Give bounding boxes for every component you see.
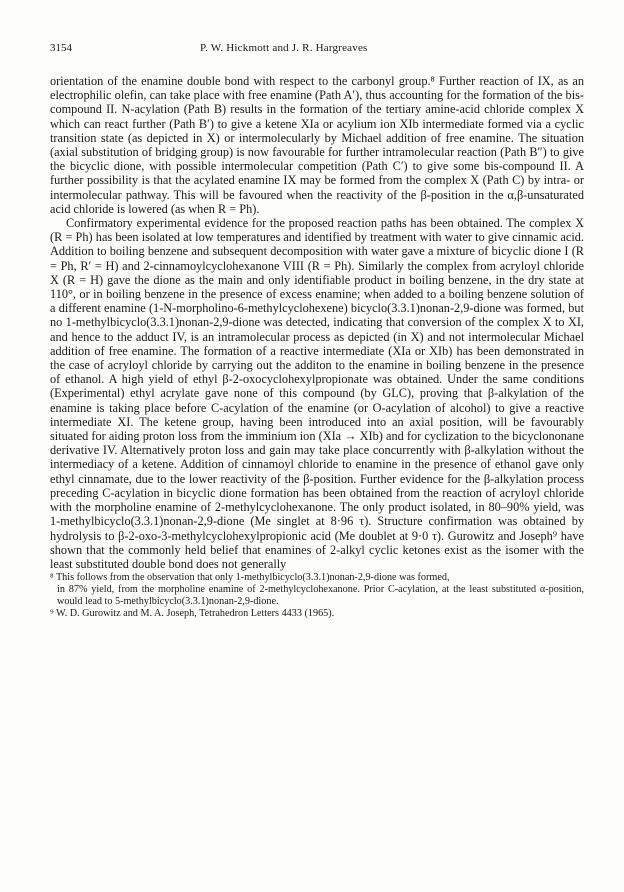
paragraph: orientation of the enamine double bond with respect to the carbonyl group.⁸ Further reaction of IX, as an electrophilic olefin, can take place with free enamine (Path A′), thus accounting for the formation of the bis-compound II. N-acylation (Path B) results in the formation of the tertiary amine-acid chloride complex X which can react further (Path B′) to give a ketene XIa or acylium ion XIb intermediate formed via a cyclic transition state (as depicted in X) or intermolecularly by Michael addition of free enamine. The situation (axial substitution of bridging group) is now favourable for further intramolecular reaction (Path B″) to give the bicyclic dione, with possible intermolecular competition (Path C′) to give some bis-compound II. A further possibility is that the acylated enamine IX may be formed from the complex X (Path C) by intra- or intermolecular pathway. This will be favoured when the reactivity of the β-position in the α,β-unsaturated acid chloride is lowered (as when R = Ph). — [50, 74, 584, 216]
footnote-marker: ⁸ — [50, 572, 54, 584]
footnote-text: This follows from the observation that only 1-methylbicyclo(3.3.1)nonan-2,9-dione was formed, — [55, 572, 450, 584]
paragraph: Confirmatory experimental evidence for the proposed reaction paths has been obtained. The complex X (R = Ph) has been isolated at low temperatures and identified by treatment with water to give cinnamic acid. Addition to boiling benzene and subsequent decomposition with water gave a mixture of bicyclic dione I (R = Ph, R′ = H) and 2-cinnamoylcyclohexanone VIII (R = Ph). Similarly the complex from acryloyl chloride X (R = H) gave the dione as the main and only identifiable product in boiling benzene, in the dry state at 110°, or in boiling benzene in the presence of excess enamine; when added to a boiling benzene solution of a different enamine (1-N-morpholino-6-methylcyclohexene) bicyclo(3.3.1)nonan-2,9-dione was formed, but no 1-methylbicyclo(3.3.1)nonan-2,9-dione was detected, indicating that conversion of the complex X to XI, and hence to the adduct IV, is an intramolecular process as depicted (in X) and not intermolecular Michael addition of free enamine. The formation of a reactive intermediate (XIa or XIb) has been demonstrated in the case of acryloyl chloride by carrying out the additon to the enamine in boiling benzene in the presence of ethanol. A high yield of ethyl β-2-oxocyclohexylpropionate was obtained. Under the same conditions (Experimental) ethyl acrylate gave none of this compound (by GLC), proving that β-alkylation of the enamine is taking place before C-acylation of the enamine (or O-acylation of alcohol) to give a reactive intermediate XI. The ketene group, having been introduced into an axial position, will be favourably situated for aiding proton loss from the imminium ion (XIa → XIb) and for cyclization to the bicyclononane derivative IV. Alternatively proton loss and gain may take place concurrently with β-alkylation without the intermediacy of a ketene. Addition of cinnamoyl chloride to enamine in the presence of ethanol gave only ethyl cinnamate, due to the lower reactivity of the β-position. Further evidence for the β-alkylation process preceding C-acylation in bicyclic dione formation has been obtained from the reaction of acryloyl chloride with the morpholine enamine of 2-methylcyclohexanone. The only product isolated, in 80–90% yield, was 1-methylbicyclo(3.3.1)nonan-2,9-dione (Me singlet at 8·96 τ). Structure confirmation was obtained by hydrolysis to β-2-oxo-3-methylcyclohexylpropionic acid (Me doublet at 9·0 τ). Gurowitz and Joseph⁹ have shown that the commonly held belief that enamines of 2-alkyl cyclic ketones exist as the isomer with the least substituted double bond does not generally — [50, 216, 584, 571]
article-body — [50, 74, 584, 571]
running-head: P. W. Hickmott and J. R. Hargreaves — [200, 42, 368, 54]
footnote-text: W. D. Gurowitz and M. A. Joseph, Tetrahedron Letters 4433 (1965). — [55, 608, 335, 620]
footnote-continuation: in 87% yield, from the morpholine enamine of 2-methylcyclohexanone. Prior C-acylation, at the least substituted α-position, would lead to 5-methylbicyclo(3.3.1)nonan-2,9-dione. — [57, 584, 584, 608]
footnote — [50, 572, 584, 608]
page-number: 3154 — [50, 42, 72, 54]
page-header — [50, 42, 584, 64]
footnotes — [50, 572, 584, 620]
footnote — [50, 608, 584, 620]
footnote-marker: ⁹ — [50, 608, 54, 620]
